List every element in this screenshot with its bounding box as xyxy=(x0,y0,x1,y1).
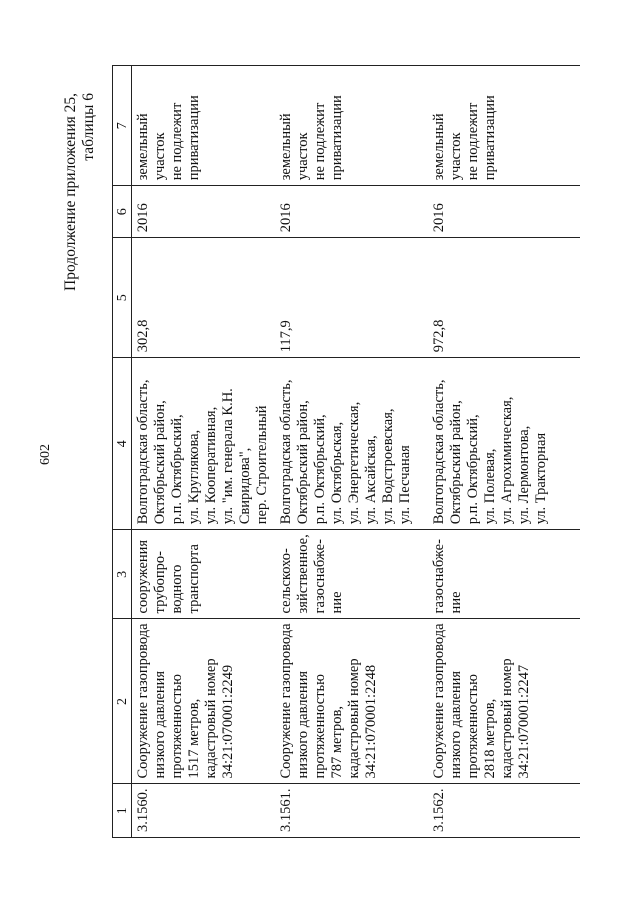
cell-name-line: кадастровый номер xyxy=(346,658,362,779)
cell-value: 117,9 xyxy=(275,238,428,358)
header-col-7: 7 xyxy=(113,66,132,186)
cell-purpose xyxy=(132,530,276,619)
cell-address-line: Октябрьский район, xyxy=(448,400,464,525)
cell-name-line: 1517 метров, xyxy=(186,698,202,779)
cell-address-line: ул. Кооперативная, xyxy=(203,406,219,525)
cell-purpose-line: газоснабже- xyxy=(312,539,328,614)
cell-address-line: р.п. Октябрьский, xyxy=(465,414,481,525)
header-col-4: 4 xyxy=(113,358,132,530)
cell-name-line: кадастровый номер xyxy=(203,658,219,779)
cell-name xyxy=(428,619,580,784)
cell-address-line: Свиридова", xyxy=(237,447,253,525)
cell-purpose-line: газоснабже- xyxy=(431,539,447,614)
cell-purpose-line: сооружения xyxy=(135,539,151,614)
cell-note-line: участок xyxy=(448,132,464,181)
cell-address-line: пер. Строительный xyxy=(254,405,270,525)
cell-address-line: Октябрьский район, xyxy=(152,400,168,525)
cell-year: 2016 xyxy=(428,186,580,238)
cell-purpose-line: трубопро- xyxy=(152,551,168,614)
cell-address-line: р.п. Октябрьский, xyxy=(312,414,328,525)
cell-address xyxy=(428,358,580,530)
cell-address-line: ул. Круглякова, xyxy=(186,429,202,525)
cell-name xyxy=(275,619,428,784)
cell-number: 3.1560. xyxy=(132,784,276,838)
cell-note-line: приватизации xyxy=(482,95,498,181)
cell-address-line: Октябрьский район, xyxy=(295,400,311,525)
table-row xyxy=(428,66,580,838)
cell-year: 2016 xyxy=(275,186,428,238)
cell-name-line: 34:21:070001:2249 xyxy=(220,664,236,779)
page-number: 602 xyxy=(38,444,53,465)
table-row xyxy=(132,66,276,838)
cell-address-line: ул. "им. генерала К.Н. xyxy=(220,388,236,525)
cell-note-line: не подлежит xyxy=(312,102,328,181)
cell-name-line: Сооружение газопровода xyxy=(431,623,447,779)
cell-number: 3.1561. xyxy=(275,784,428,838)
cell-note xyxy=(275,66,428,186)
cell-name-line: Сооружение газопровода xyxy=(278,623,294,779)
cell-address-line: Волгоградская область, xyxy=(431,379,447,525)
caption-line-2: таблицы 6 xyxy=(80,93,97,161)
header-row xyxy=(113,66,132,838)
cell-address-line: ул. Аксайская, xyxy=(363,435,379,525)
header-col-2: 2 xyxy=(113,619,132,784)
cell-note-line: приватизации xyxy=(186,95,202,181)
cell-purpose-line: сельскохо- xyxy=(278,548,294,614)
cell-address-line: Волгоградская область, xyxy=(278,379,294,525)
cell-note-line: земельный xyxy=(278,113,294,181)
cell-address-line: ул. Лермонтова, xyxy=(516,425,532,525)
cell-name-line: кадастровый номер xyxy=(499,658,515,779)
cell-purpose-line: зяйственное, xyxy=(295,534,311,614)
cell-note-line: не подлежит xyxy=(169,102,185,181)
cell-address xyxy=(132,358,276,530)
header-col-3: 3 xyxy=(113,530,132,619)
header-col-1: 1 xyxy=(113,784,132,838)
header-col-5: 5 xyxy=(113,238,132,358)
cell-note-line: земельный xyxy=(431,113,447,181)
cell-name-line: 34:21:070001:2247 xyxy=(516,664,532,779)
cell-name-line: 34:21:070001:2248 xyxy=(363,664,379,779)
cell-note xyxy=(132,66,276,186)
cell-name-line: Сооружение газопровода xyxy=(135,623,151,779)
cell-number: 3.1562. xyxy=(428,784,580,838)
cell-purpose-line: ние xyxy=(448,591,464,614)
cell-note-line: участок xyxy=(152,132,168,181)
cell-address-line: ул. Агрохимическая, xyxy=(499,396,515,525)
cell-note-line: приватизации xyxy=(329,95,345,181)
cell-note-line: земельный xyxy=(135,113,151,181)
caption-line-1: Продолжение приложения 25, xyxy=(62,93,79,291)
header-col-6: 6 xyxy=(113,186,132,238)
cell-year: 2016 xyxy=(132,186,276,238)
cell-purpose-line: ние xyxy=(329,591,345,614)
cell-name-line: низкого давления xyxy=(152,670,168,779)
table-caption xyxy=(62,93,98,291)
cell-address-line: ул. Песчаная xyxy=(397,445,413,525)
table-row xyxy=(275,66,428,838)
cell-address-line: ул. Тракторная xyxy=(533,432,549,525)
cell-name-line: протяженностью xyxy=(465,674,481,779)
cell-address-line: ул. Энергетическая, xyxy=(346,401,362,525)
cell-address-line: ул. Полевая, xyxy=(482,448,498,525)
property-table xyxy=(112,65,580,838)
cell-name-line: протяженностью xyxy=(169,674,185,779)
cell-address-line: Волгоградская область, xyxy=(135,379,151,525)
cell-address-line: ул. Октябрьская, xyxy=(329,421,345,525)
cell-name-line: 787 метров, xyxy=(329,706,345,779)
cell-value: 302,8 xyxy=(132,238,276,358)
cell-name-line: низкого давления xyxy=(295,670,311,779)
cell-value: 972,8 xyxy=(428,238,580,358)
cell-address-line: р.п. Октябрьский, xyxy=(169,414,185,525)
cell-purpose xyxy=(428,530,580,619)
cell-name-line: 2818 метров, xyxy=(482,698,498,779)
cell-purpose xyxy=(275,530,428,619)
cell-note-line: участок xyxy=(295,132,311,181)
cell-address xyxy=(275,358,428,530)
cell-purpose-line: транспорта xyxy=(186,544,202,614)
cell-note-line: не подлежит xyxy=(465,102,481,181)
cell-note xyxy=(428,66,580,186)
cell-address-line: ул. Водстроевская, xyxy=(380,408,396,525)
cell-name-line: протяженностью xyxy=(312,674,328,779)
table-body xyxy=(132,66,581,838)
cell-name-line: низкого давления xyxy=(448,670,464,779)
cell-purpose-line: водного xyxy=(169,564,185,614)
cell-name xyxy=(132,619,276,784)
